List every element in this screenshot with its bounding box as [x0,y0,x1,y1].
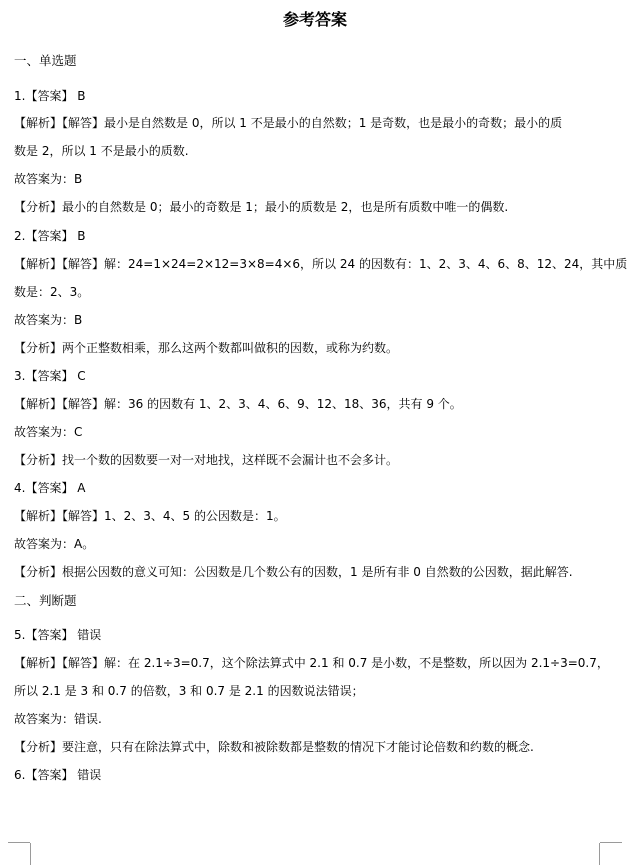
q2-analysis-line-1: 【解析】【解答】解：24=1×24=2×12=3×8=4×6，所以 24 的因数有：1、2、3、4、6、8、12、24，其中质 [14,257,628,271]
section-heading-single-choice: 一、单选题 [14,53,77,68]
q6-answer: 6.【答案】 错误 [14,768,102,782]
q1-hint: 【分析】最小的自然数是 0；最小的奇数是 1；最小的质数是 2，也是所有质数中唯一的偶数. [14,200,509,214]
page-corner-mark-right [599,843,622,865]
page-corner-tick-right [600,842,622,843]
q1-analysis-line-1: 【解析】【解答】最小是自然数是 0，所以 1 不是最小的自然数；1 是奇数，也是最小的奇数；最小的质 [14,116,563,130]
q3-answer: 3.【答案】 C [14,369,86,383]
q3-hint: 【分析】找一个数的因数要一对一对地找，这样既不会漏计也不会多计。 [14,453,399,467]
q1-answer: 1.【答案】 B [14,89,86,103]
q5-final-answer: 故答案为：错误. [14,712,102,726]
q5-answer: 5.【答案】 错误 [14,628,102,642]
page-title: 参考答案 [282,10,347,29]
q2-final-answer: 故答案为：B [14,313,83,327]
q4-final-answer: 故答案为：A。 [14,537,95,551]
q3-analysis-line-1: 【解析】【解答】解：36 的因数有 1、2、3、4、6、9、12、18、36，共有 9 个。 [14,397,462,411]
q4-hint: 【分析】根据公因数的意义可知：公因数是几个数公有的因数，1 是所有非 0 自然数的公因数，据此解答. [14,565,573,579]
section-heading-true-false: 二、判断题 [14,593,77,608]
q2-answer: 2.【答案】 B [14,229,86,243]
q1-analysis-line-2: 数是 2，所以 1 不是最小的质数. [14,144,189,158]
q5-analysis-line-1: 【解析】【解答】解：在 2.1÷3=0.7，这个除法算式中 2.1 和 0.7 是小数，不是整数，所以因为 2.1÷3=0.7， [14,656,609,670]
q4-answer: 4.【答案】 A [14,481,86,495]
page-corner-tick-left [8,842,30,843]
q4-analysis-line-1: 【解析】【解答】1、2、3、4、5 的公因数是：1。 [14,509,286,523]
q5-hint: 【分析】要注意，只有在除法算式中，除数和被除数都是整数的情况下才能讨论倍数和约数的概念. [14,740,534,754]
q2-hint: 【分析】两个正整数相乘，那么这两个数都叫做积的因数，或称为约数。 [14,341,399,355]
q5-analysis-line-2: 所以 2.1 是 3 和 0.7 的倍数，3 和 0.7 是 2.1 的因数说法错误； [14,684,364,698]
q1-final-answer: 故答案为：B [14,172,83,186]
q2-analysis-line-2: 数是：2、3。 [14,285,90,299]
page-corner-mark-left [8,843,31,865]
q3-final-answer: 故答案为：C [14,425,83,439]
